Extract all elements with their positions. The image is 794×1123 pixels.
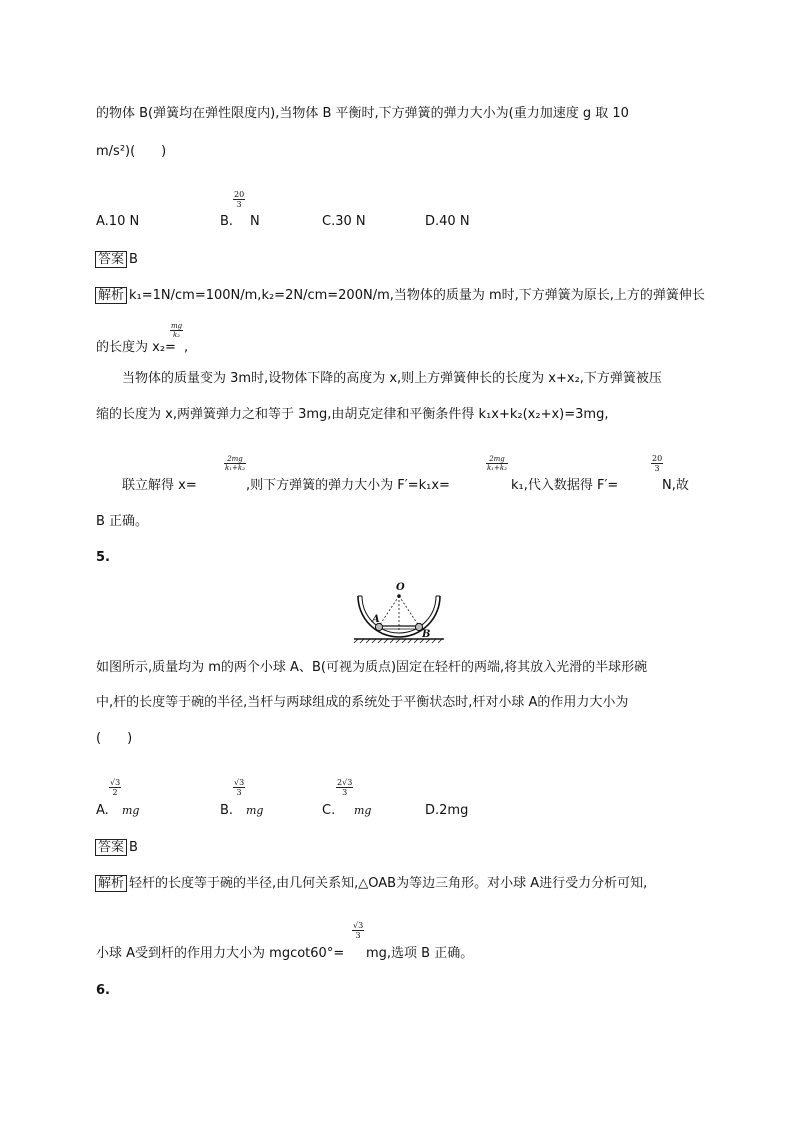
label-o: O xyxy=(396,582,405,593)
q4-analysis-line5-fraction3 xyxy=(651,454,663,473)
frac-denominator: 3 xyxy=(654,464,660,473)
q4-analysis-line5-c: k₁,代入数据得 F′= xyxy=(511,478,619,493)
q5-stem-line1: 如图所示,质量均为 m的两个小球 A、B(可视为质点)固定在轻杆的两端,将其放入光滑的半球形碗 xyxy=(96,660,648,675)
q5-answer xyxy=(95,839,138,856)
q5-option-a-fraction xyxy=(109,778,121,797)
center-point-o xyxy=(397,594,401,598)
q4-analysis-line1 xyxy=(95,287,705,304)
q4-stem-line1: 的物体 B(弹簧均在弹性限度内),当物体 B 平衡时,下方弹簧的弹力大小为(重力加速度 g 取 10 xyxy=(96,106,629,121)
q5-analysis-line2-a: 小球 A受到杆的作用力大小为 mgcot60°= xyxy=(96,946,345,961)
answer-tag: 答案 xyxy=(95,251,127,268)
q5-stem-line2: 中,杆的长度等于碗的半径,当杆与两球组成的系统处于平衡状态时,杆对小球 A的作用力大小为 xyxy=(96,695,629,710)
q4-option-b-prefix: B. xyxy=(220,214,234,229)
q5-option-b-suffix: mg xyxy=(246,804,264,817)
answer-value: B xyxy=(129,840,138,855)
q5-option-c-prefix: C. xyxy=(322,803,336,818)
q4-analysis-line3: 当物体的质量变为 3m时,设物体下降的高度为 x,则上方弹簧伸长的长度为 x+x₂,下方弹簧被压 xyxy=(122,371,662,386)
q5-option-d: D.2mg xyxy=(425,803,469,818)
label-b: B xyxy=(422,629,431,640)
frac-numerator: 2mg xyxy=(486,455,508,464)
q4-option-d: D.40 N xyxy=(425,214,470,229)
radius-oa xyxy=(379,596,399,626)
q5-option-a-suffix: mg xyxy=(122,804,140,817)
q5-option-b-prefix: B. xyxy=(220,803,234,818)
q4-option-a: A.10 N xyxy=(96,214,140,229)
frac-denominator: 2 xyxy=(112,788,118,797)
frac-numerator: √3 xyxy=(234,778,245,787)
frac-denominator: 3 xyxy=(236,788,242,797)
frac-denominator: 3 xyxy=(355,931,361,940)
question-number: 5. xyxy=(96,550,110,565)
question-number: 6. xyxy=(96,983,110,998)
q5-option-c-fraction xyxy=(336,778,353,797)
frac-denominator: k₁+k₂ xyxy=(225,464,245,472)
q4-analysis-line2-prefix: 的长度为 x₂= xyxy=(96,340,176,355)
frac-numerator: 2mg xyxy=(224,455,246,464)
q4-analysis-line2-suffix: , xyxy=(184,340,189,355)
answer-value: B xyxy=(129,252,138,267)
q4-answer xyxy=(95,251,138,268)
frac-numerator: mg xyxy=(171,322,183,330)
frac-numerator: 20 xyxy=(234,190,245,199)
analysis-text: 轻杆的长度等于碗的半径,由几何关系知,△OAB为等边三角形。对小球 A进行受力分析可知, xyxy=(129,876,648,891)
q5-option-b-fraction xyxy=(233,778,245,797)
frac-denominator: 3 xyxy=(342,788,348,797)
analysis-tag: 解析 xyxy=(95,287,127,304)
q4-stem-line2: m/s²)( ) xyxy=(96,144,167,159)
frac-numerator: 2√3 xyxy=(337,778,353,787)
q5-analysis-line2-b: mg,选项 B 正确。 xyxy=(366,946,474,961)
answer-tag: 答案 xyxy=(95,839,127,856)
frac-denominator: 3 xyxy=(236,200,242,209)
bowl-figure xyxy=(346,578,448,644)
q4-option-b-unit: N xyxy=(250,214,260,229)
frac-denominator: k₂ xyxy=(173,331,181,339)
q5-analysis-line1 xyxy=(95,875,647,892)
q4-analysis-line5-d: N,故 xyxy=(662,478,689,493)
frac-numerator: √3 xyxy=(353,921,364,930)
q5-option-c-suffix: mg xyxy=(354,804,372,817)
q4-analysis-line2-fraction xyxy=(170,322,183,339)
q4-option-c: C.30 N xyxy=(322,214,366,229)
q4-analysis-line5-a: 联立解得 x= xyxy=(122,478,197,493)
radius-ob xyxy=(399,596,419,626)
q5-option-a-prefix: A. xyxy=(96,803,109,818)
analysis-text: k₁=1N/cm=100N/m,k₂=2N/cm=200N/m,当物体的质量为 m时,下方弹簧为原长,上方的弹簧伸长 xyxy=(129,288,705,303)
q4-analysis-line6: B 正确。 xyxy=(96,514,149,529)
q4-analysis-line5-b: ,则下方弹簧的弹力大小为 F′=k₁x= xyxy=(246,478,450,493)
q4-analysis-line5-fraction1 xyxy=(224,455,246,472)
q4-analysis-line4: 缩的长度为 x,两弹簧弹力之和等于 3mg,由胡克定律和平衡条件得 k₁x+k₂(x₂+x)=3mg, xyxy=(96,407,609,422)
q4-analysis-line5-fraction2 xyxy=(486,455,508,472)
q4-option-b-fraction xyxy=(233,190,245,209)
frac-numerator: √3 xyxy=(110,778,121,787)
q5-stem-line3: ( ) xyxy=(96,731,133,746)
analysis-tag: 解析 xyxy=(95,875,127,892)
label-a: A xyxy=(372,614,380,625)
frac-denominator: k₁+k₂ xyxy=(487,464,507,472)
frac-numerator: 20 xyxy=(652,454,663,463)
q5-analysis-line2-fraction xyxy=(352,921,364,940)
